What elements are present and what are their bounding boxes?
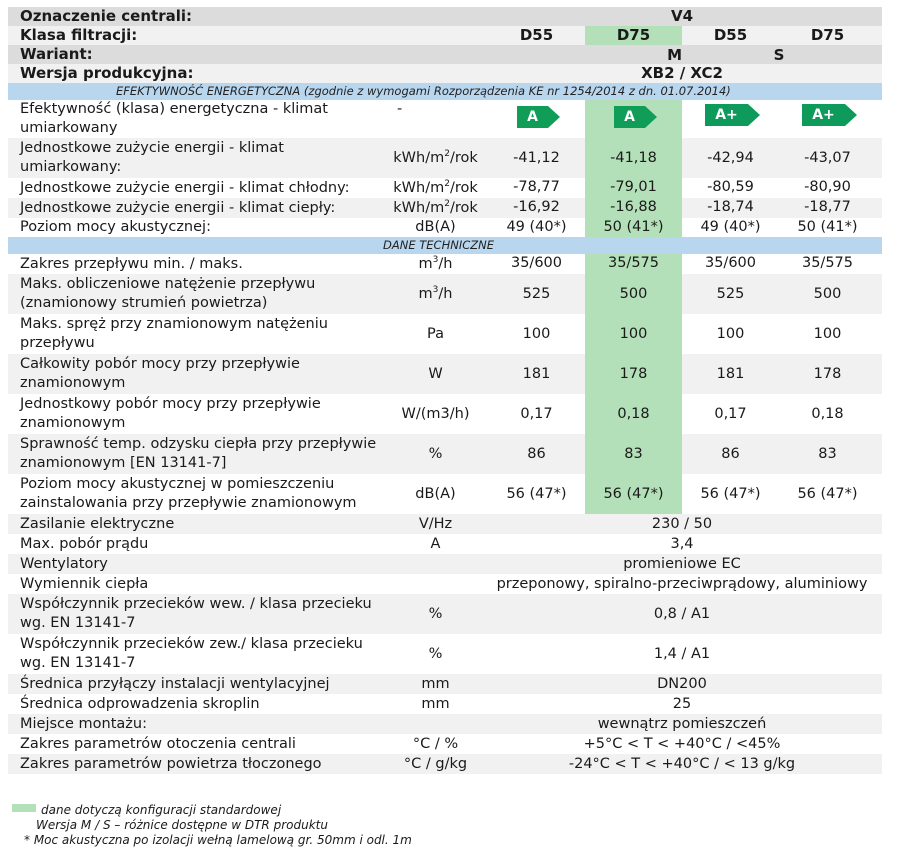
row-label: Efektywność (klasa) energetyczna - klimat umiarkowany [20,101,328,136]
legend-standard-text: dane dotyczą konfiguracji standardowej [41,803,282,817]
common-row [8,694,882,714]
legend-standard [12,803,412,818]
row-unit: - [397,101,403,117]
row-value: 0,18 [811,406,844,422]
row-unit: °C / % [412,735,459,752]
tech-row [8,474,882,514]
row-value: 100 [522,326,551,342]
common-row [8,554,882,574]
row-value: 35/600 [510,255,562,271]
row-value: -41,12 [513,150,560,166]
row-value: 56 (47*) [797,486,858,502]
row-label: Zasilanie elektryczne [20,515,175,532]
row-value: 0,17 [714,406,747,422]
row-unit: $m^3/h$ [418,254,453,272]
row-label: Jednostkowe zużycie energii - klimat ciepły: [20,199,336,216]
designation-value: V4 [670,7,694,25]
row-unit: kWh/$m^2$/rok [393,178,478,196]
row-value: 100 [813,326,842,342]
row-label: Max. pobór prądu [20,535,149,552]
row-value: -16,92 [513,199,560,215]
common-row [8,634,882,674]
common-row [8,734,882,754]
version-value: XB2 / XC2 [641,64,723,82]
energy-row [8,218,882,237]
row-value: 230 / 50 [651,515,713,532]
row-label: Miejsce montażu: [20,715,147,732]
common-row [8,534,882,554]
tech-row [8,354,882,394]
row-value: DN200 [657,675,707,692]
energy-class-badge-cell [585,100,682,138]
designation-label: Oznaczenie centrali: [20,7,193,25]
row-value: -42,94 [707,150,754,166]
row-label: Zakres parametrów powietrza tłoczonego [20,755,322,772]
row-value: 181 [522,366,551,382]
row-unit: W/(m3/h) [401,405,470,422]
row-label: Średnica odprowadzenia skroplin [20,695,260,712]
row-value: -78,77 [513,179,560,195]
row-value: 0,8 / A1 [653,605,711,622]
row-label: Wymiennik ciepła [20,575,149,592]
filter-class-2: D75 [585,26,682,45]
common-row [8,754,882,774]
variant-s: S [773,45,785,64]
energy-row [8,198,882,218]
row-value: 1,4 / A1 [653,645,711,662]
row-value: przeponowy, spiralno-przeciwprądowy, aluminiowy [496,575,868,592]
row-value: 56 (47*) [585,474,682,514]
row-unit: % [428,605,443,622]
row-label: Maks. spręż przy znamionowym natężeniu przepływu [20,316,328,351]
row-value: promieniowe EC [623,555,741,572]
row-unit: % [428,645,443,662]
section-energy-efficiency [8,83,882,100]
row-value: 0,17 [520,406,553,422]
row-value: 49 (40*) [506,219,567,235]
row-label: Zakres przepływu min. / maks. [20,255,243,272]
common-row [8,514,882,534]
row-unit: A [430,535,441,552]
energy-row [8,138,882,178]
row-unit: W [428,365,443,382]
filter-class-4: D75 [810,26,845,44]
common-row [8,674,882,694]
row-value: 3,4 [670,535,694,552]
row-label: Jednostkowy pobór mocy przy przepływie znamionowym [20,396,321,431]
row-label: Jednostkowe zużycie energii - klimat umiarkowany: [20,140,284,175]
header-row-filter-class [8,26,882,45]
row-unit: dB(A) [415,485,456,502]
standard-config-swatch [12,804,36,812]
filter-class-3: D55 [713,26,748,44]
row-value: 35/600 [704,255,756,271]
row-value: -16,88 [585,198,682,218]
legend-acoustic-note: * Moc akustyczna po izolacji wełną lamelową gr. 50mm i odl. 1m [24,833,412,847]
tech-row [8,314,882,354]
spec-table [8,7,882,774]
energy-class-badge: A+ [802,104,845,126]
row-label: Sprawność temp. odzysku ciepła przy przepływie znamionowym [EN 13141-7] [20,436,377,471]
energy-class-badge-cell [779,100,876,138]
row-label: Całkowity pobór mocy przy przepływie znamionowym [20,356,300,391]
row-value: -18,77 [804,199,851,215]
row-value: 525 [716,286,745,302]
energy-row [8,178,882,198]
row-value: 35/575 [585,254,682,274]
row-label: Maks. obliczeniowe natężenie przepływu (znamionowy strumień powietrza) [20,276,316,311]
row-value: -41,18 [585,138,682,178]
row-value: 0,18 [585,394,682,434]
header-row-designation [8,7,882,26]
row-value: -18,74 [707,199,754,215]
energy-class-badge-cell [682,100,779,138]
variant-m: M [667,45,682,64]
row-value: 100 [716,326,745,342]
header-row-variant [8,45,882,64]
energy-class-badge: A [517,106,548,128]
energy-class-badge: A [614,106,645,128]
energy-class-badge: A+ [705,104,748,126]
row-value: 56 (47*) [506,486,567,502]
row-unit: kWh/$m^2$/rok [393,198,478,216]
row-label: Średnica przyłączy instalacji wentylacyjnej [20,675,330,692]
tech-row [8,394,882,434]
row-value: 525 [522,286,551,302]
row-value: 25 [672,695,692,712]
row-label: Wentylatory [20,555,108,572]
legend-version-note: Wersja M / S – różnice dostępne w DTR produktu [36,818,328,832]
row-value: -24°C < T < +40°C / < 13 g/kg [568,755,796,772]
row-unit: dB(A) [415,219,456,235]
row-value: 50 (41*) [797,219,858,235]
row-label: Współczynnik przecieków zew./ klasa przecieku wg. EN 13141-7 [20,636,363,671]
section-energy-title: EFEKTYWNOŚĆ ENERGETYCZNA (zgodnie z wymogami Rozporządzenia KE nr 1254/2014 z dn. 01.07.2014) [116,84,731,98]
row-value: 35/575 [801,255,853,271]
header-row-version [8,64,882,83]
common-row [8,714,882,734]
section-technical-title: DANE TECHNICZNE [383,238,494,252]
legend [12,803,412,848]
row-value: 178 [813,366,842,382]
row-value: 500 [585,274,682,314]
tech-row [8,434,882,474]
row-unit: Pa [427,325,444,342]
row-value: -79,01 [585,178,682,198]
version-label: Wersja produkcyjna: [20,64,194,82]
row-value: 50 (41*) [585,218,682,237]
row-label: Jednostkowe zużycie energii - klimat chłodny: [20,179,350,196]
row-value: 86 [527,446,546,462]
tech-row [8,274,882,314]
row-value: 56 (47*) [700,486,761,502]
row-value: wewnątrz pomieszczeń [597,715,767,732]
row-value: 500 [813,286,842,302]
energy-class-badge-cell [488,100,585,138]
filter-class-label: Klasa filtracji: [20,26,138,44]
row-value: 83 [585,434,682,474]
filter-class-1: D55 [519,26,554,44]
row-value: -80,59 [707,179,754,195]
row-value: 49 (40*) [700,219,761,235]
row-value: 178 [585,354,682,394]
row-label: Poziom mocy akustycznej: [20,219,211,235]
variant-label: Wariant: [20,45,93,63]
row-value: 181 [716,366,745,382]
row-unit: °C / g/kg [403,755,468,772]
row-value: -43,07 [804,150,851,166]
energy-row [8,100,882,138]
row-value: 86 [721,446,740,462]
common-row [8,574,882,594]
row-value: -80,90 [804,179,851,195]
row-label: Współczynnik przecieków wew. / klasa przecieku wg. EN 13141-7 [20,596,372,631]
row-unit: % [428,445,443,462]
row-unit: V/Hz [418,515,453,532]
row-label: Poziom mocy akustycznej w pomieszczeniu zainstalowania przy przepływie znamionowym [20,476,357,511]
row-unit: mm [421,675,450,692]
row-unit: $m^3/h$ [418,284,453,302]
row-unit: mm [421,695,450,712]
row-unit: kWh/$m^2$/rok [393,148,478,166]
row-value: 83 [818,446,837,462]
section-technical-data [8,237,882,254]
row-label: Zakres parametrów otoczenia centrali [20,735,296,752]
row-value: 100 [585,314,682,354]
common-row [8,594,882,634]
tech-row [8,254,882,274]
row-value: +5°C < T < +40°C / <45% [583,735,781,752]
